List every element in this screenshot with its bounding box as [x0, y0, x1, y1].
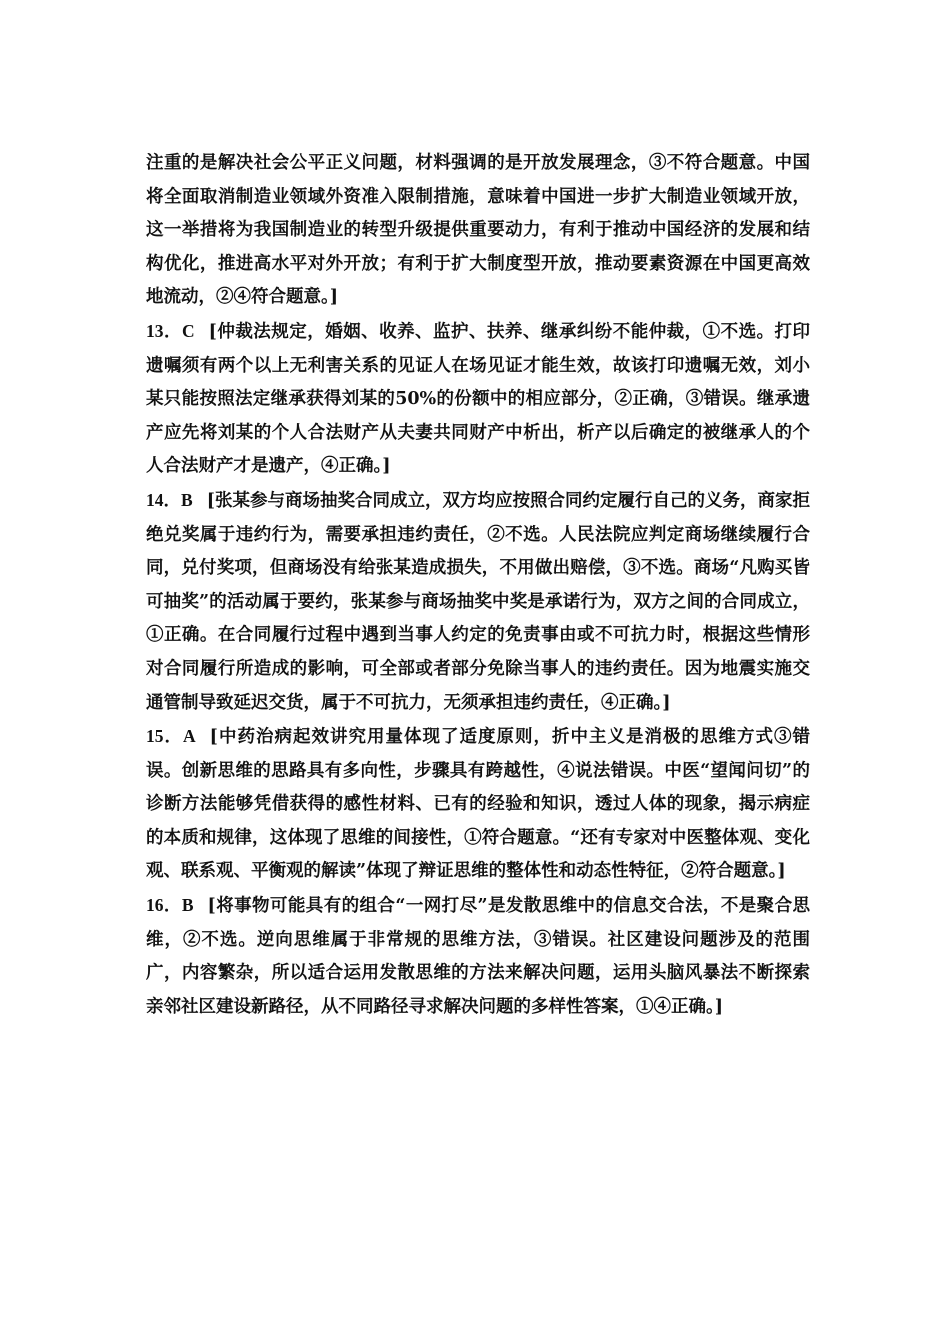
continued-explanation-text: 注重的是解决社会公平正义问题，材料强调的是开放发展理念，③不符合题意。中国将全面取消制造业领域外资准入限制措施，意味着中国进一步扩大制造业领域开放，这一举措将为我国制造业的转型升级提供重要动力，有利于推动中国经济的发展和结构优化，推进高水平对外开放；有利于扩大制度型开放，推动要素资源在中国更高效地流动，②④符合题意。] — [146, 153, 810, 308]
question-number: 16． — [146, 895, 182, 916]
answer-letter: A — [183, 726, 196, 747]
answer-letter: C — [181, 320, 195, 341]
answer-13 — [146, 315, 810, 484]
answer-14 — [146, 484, 810, 720]
question-number: 13． — [146, 320, 182, 341]
answer-explanation: [仲裁法规定，婚姻、收养、监护、扶养、继承纠纷不能仲裁，①不选。打印遗嘱须有两个以上无利害关系的见证人在场见证才能生效，故该打印遗嘱无效，刘小某只能按照法定继承获得刘某的50%的份额中的相应部分，②正确，③错误。继承遗产应先将刘某的个人合法财产从夫妻共同财产中析出，析产以后确定的被继承人的个人合法财产才是遗产，④正确。] — [146, 321, 811, 477]
answer-explanation: [张某参与商场抽奖合同成立，双方均应按照合同约定履行自己的义务，商家拒绝兑奖属于违约行为，需要承担违约责任，②不选。人民法院应判定商场继续履行合同，兑付奖项，但商场没有给张某造成损失，不用做出赔偿，③不选。商场“凡购买皆可抽奖”的活动属于要约，张某参与商场抽奖中奖是承诺行为，双方之间的合同成立，①正确。在合同履行过程中遇到当事人约定的免责事由或不可抗力时，根据这些情形对合同履行所造成的影响，可全部或者部分免除当事人的违约责任。因为地震实施交通管制导致延迟交货，属于不可抗力，无须承担违约责任，④正确。] — [146, 490, 811, 713]
continued-explanation — [146, 147, 810, 315]
question-number: 14． — [146, 489, 182, 510]
answer-explanation: [中药治病起效讲究用量体现了适度原则，折中主义是消极的思维方式③错误。创新思维的思路具有多向性，步骤具有跨越性，④说法错误。中医“望闻问切”的诊断方法能够凭借获得的感性材料、已有的经验和知识，透过人体的现象，揭示病症的本质和规律，这体现了思维的间接性，①符合题意。“还有专家对中医整体观、变化观、联系观、平衡观的解读”体现了辩证思维的整体性和动态性特征，②符合题意。] — [146, 727, 811, 882]
answer-16 — [146, 889, 810, 1024]
answer-letter: B — [181, 489, 193, 510]
answer-15 — [146, 720, 810, 889]
answer-explanation: [将事物可能具有的组合“一网打尽”是发散思维中的信息交合法，不是聚合思维，②不选。逆向思维属于非常规的思维方法，③错误。社区建设问题涉及的范围广，内容繁杂，所以适合运用发散思维的方法来解决问题，运用头脑风暴法不断探索亲邻社区建设新路径，从不同路径寻求解决问题的多样性答案，①④正确。] — [146, 896, 810, 1017]
answer-explanations — [146, 147, 810, 1024]
question-number: 15． — [146, 726, 184, 747]
answer-letter: B — [181, 895, 194, 916]
